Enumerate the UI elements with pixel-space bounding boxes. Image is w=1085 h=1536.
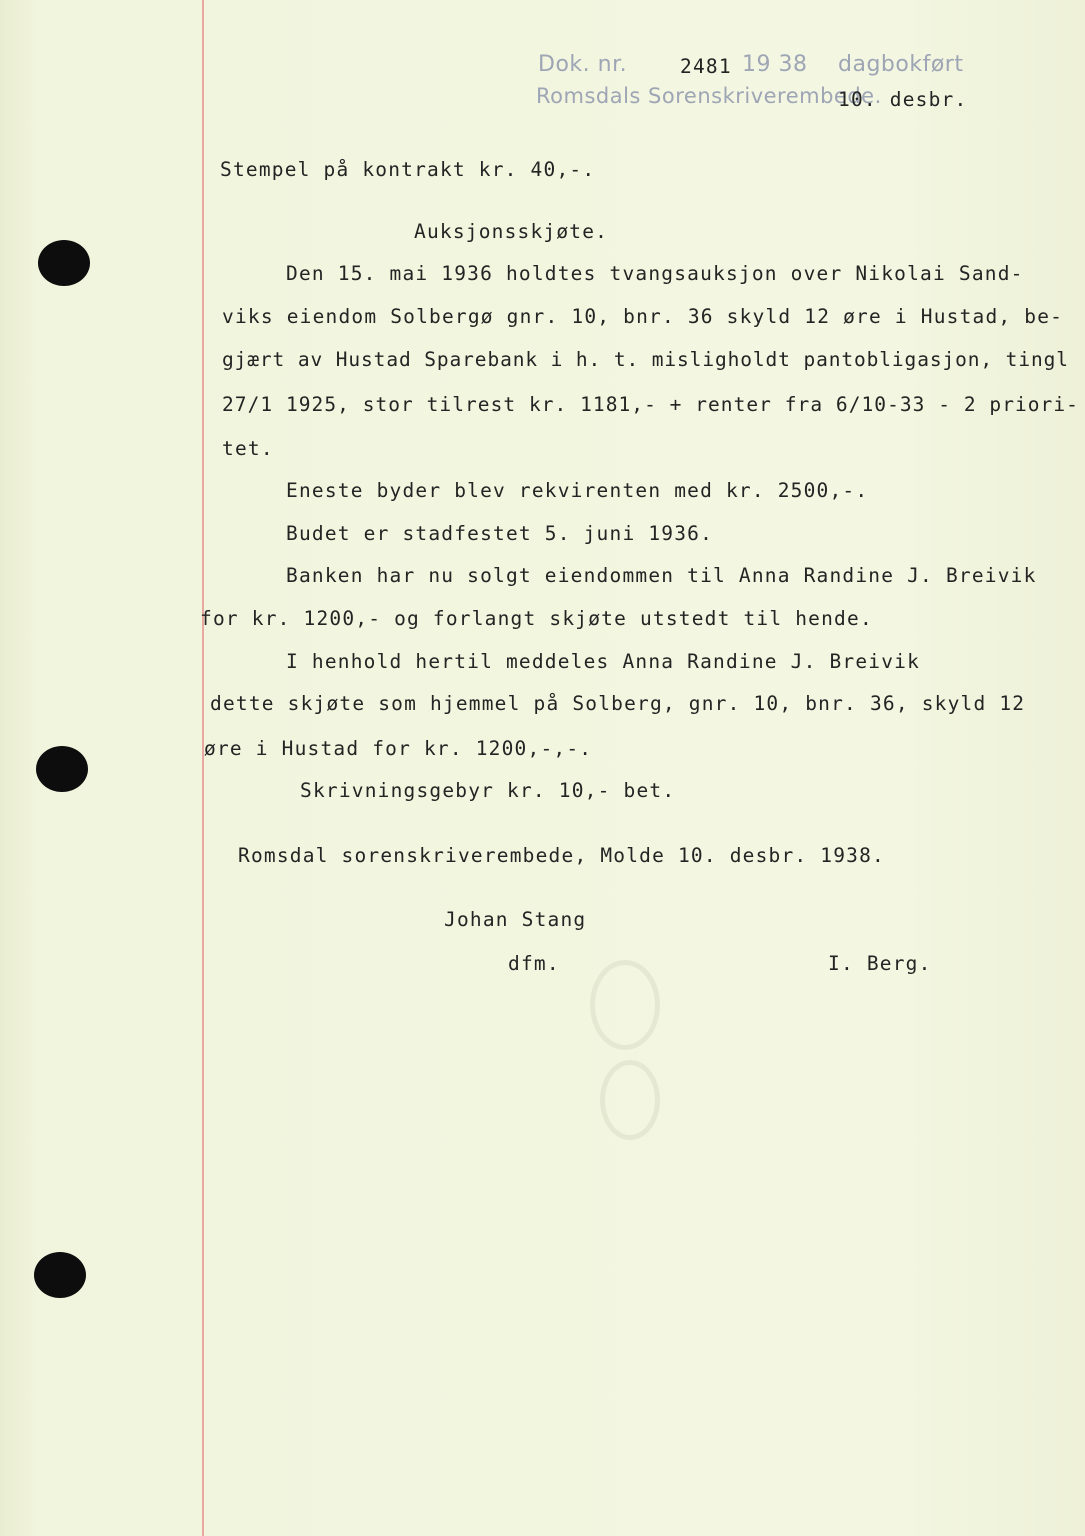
stamp-duty-line: Stempel på kontrakt kr. 40,-. xyxy=(220,158,596,181)
body-line: viks eiendom Solbergø gnr. 10, bnr. 36 skyld 12 øre i Hustad, be- xyxy=(222,305,1064,328)
stamp-office: Romsdals Sorenskriverembede. xyxy=(536,84,882,108)
body-line: Eneste byder blev rekvirenten med kr. 2500,-. xyxy=(286,479,869,502)
document-title: Auksjonsskjøte. xyxy=(414,220,609,243)
body-line: tet. xyxy=(222,437,274,460)
margin-line xyxy=(202,0,204,1536)
body-line: Skrivningsgebyr kr. 10,- bet. xyxy=(300,779,676,802)
body-line: dette skjøte som hjemmel på Solberg, gnr. 10, bnr. 36, skyld 12 xyxy=(210,692,1026,715)
bleed-through-mark xyxy=(590,960,660,1050)
stamp-year: 19 38 xyxy=(742,52,808,77)
bleed-through-mark xyxy=(600,1060,660,1140)
body-line: Den 15. mai 1936 holdtes tvangsauksjon over Nikolai Sand- xyxy=(286,262,1024,285)
signatory-title: dfm. xyxy=(508,952,560,975)
place-date-line: Romsdal sorenskriverembede, Molde 10. desbr. 1938. xyxy=(238,844,885,867)
body-line: øre i Hustad for kr. 1200,-,-. xyxy=(204,737,593,760)
initials: I. Berg. xyxy=(828,952,932,975)
punch-hole-bottom xyxy=(34,1252,86,1298)
body-line: Budet er stadfestet 5. juni 1936. xyxy=(286,522,714,545)
stamp-registered: dagbokført xyxy=(838,52,964,77)
body-line: for kr. 1200,- og forlangt skjøte utstedt til hende. xyxy=(200,607,873,630)
punch-hole-top xyxy=(38,240,90,286)
stamp-date: 10. desbr. xyxy=(838,88,968,111)
doc-number: 2481 xyxy=(680,55,732,78)
body-line: 27/1 1925, stor tilrest kr. 1181,- + renter fra 6/10-33 - 2 priori- xyxy=(222,393,1079,416)
body-line: gjært av Hustad Sparebank i h. t. misligholdt pantobligasjon, tingl xyxy=(222,348,1069,371)
stamp-doc-label: Dok. nr. xyxy=(538,52,628,77)
punch-hole-middle xyxy=(36,746,88,792)
signatory-name: Johan Stang xyxy=(444,908,587,931)
body-line: I henhold hertil meddeles Anna Randine J. Breivik xyxy=(286,650,921,673)
body-line: Banken har nu solgt eiendommen til Anna Randine J. Breivik xyxy=(286,564,1037,587)
